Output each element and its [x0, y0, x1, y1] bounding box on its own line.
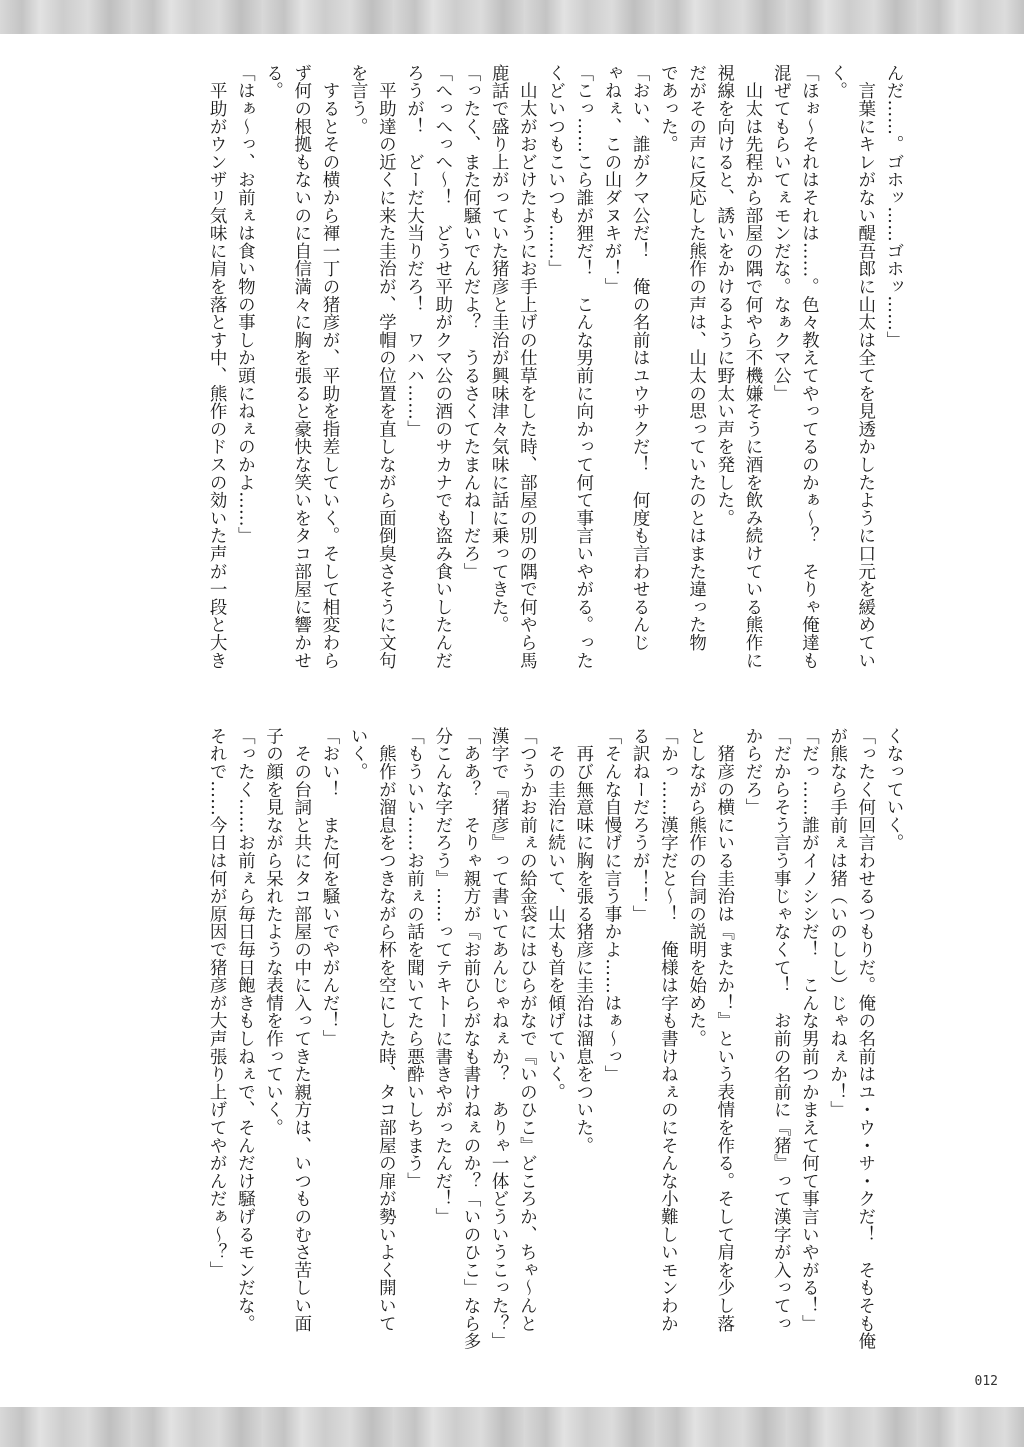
text-line: る訳ねーだろうが！！」 [630, 727, 651, 923]
text-line: 言葉にキレがない醍吾郎に山太は全てを見透かしたように口元を緩めてい [855, 64, 876, 670]
text-line: するとその横から褌一丁の猪彦が、平助を指差していく。そして相変わら [319, 64, 340, 670]
text-line: が熊なら手前ぇは猪（いのしし）じゃねぇか！」 [827, 727, 848, 1119]
text-line: 「そんな自慢げに言う事かよ……はぁ～っ」 [601, 727, 622, 1083]
bottom-decorative-band [0, 1407, 1024, 1447]
text-line: 「だっ……誰がイノシシだ！ こんな男前つかまえて何て事言いやがる！」 [799, 727, 820, 1333]
text-line: 「ったく……お前ぇら毎日毎日飽きもしねぇで、そんだけ騒げるモンだな。 [235, 727, 256, 1333]
text-line: 「おい、誰がクマ公だ！ 俺の名前はユウサクだ！ 何度も言わせるんじ [630, 64, 651, 652]
text-line: 「ったく何回言わせるつもりだ。俺の名前はユ・ウ・サ・クだ！ そもそも俺 [855, 727, 876, 1350]
page-number: 012 [974, 1374, 998, 1389]
text-line: ず何の根拠もないのに自信満々に胸を張ると豪快な笑いをタコ部屋に響かせ [291, 64, 312, 670]
text-line: 「もういい……お前ぇの話を聞いてたら悪酔いしちまう」 [404, 727, 425, 1190]
text-line: 「ああ？ そりゃ親方が『お前ひらがなも書けねぇのか？「いのひこ」なら多 [460, 727, 481, 1350]
text-line: んだ……。ゴホッ……ゴホッ……」 [884, 64, 904, 349]
text-line: いく。 [348, 727, 369, 781]
text-line: 分こんな字だろう』……ってテキトーに書きやがったんだ！」 [432, 727, 453, 1226]
text-line: 「ほぉ～それはそれは……。色々教えてやってるのかぁ～？ そりゃ俺達も [799, 64, 820, 670]
text-line: 「つうかお前ぇの給金袋にはひらがなで『いのひこ』どころか、ちゃ～んと [517, 727, 538, 1333]
text-line: 「おい！ また何を騒いでやがんだ！」 [319, 727, 340, 1048]
text-line: からだろ」 [742, 727, 763, 816]
text-line: 「はぁ～っ、お前ぇは食い物の事しか頭にねぇのかよ……」 [235, 64, 256, 545]
text-line: 平助がウンザリ気味に肩を落とす中、熊作のドスの効いた声が一段と大き [207, 64, 228, 670]
text-line: 「こっ……こら誰が狸だ！ こんな男前に向かって何て事言いやがる。った [573, 64, 594, 670]
text-line: 子の顔を見ながら呆れたような表情を作っていく。 [263, 727, 284, 1137]
text-line: その台詞と共にタコ部屋の中に入ってきた親方は、いつものむさ苦しい面 [291, 727, 312, 1333]
text-line: だがその声に反応した熊作の声は、山太の思っていたのとはまた違った物 [686, 64, 707, 652]
text-line: としながら熊作の台詞の説明を始めた。 [686, 727, 707, 1048]
text-line: 再び無意味に胸を張る猪彦に圭治は溜息をついた。 [573, 727, 594, 1155]
text-line: 漢字で『猪彦』って書いてあんじゃねぇか？ ありゃ一体どういうこった？」 [489, 727, 510, 1350]
text-line: くなっていく。 [884, 727, 904, 852]
text-line: 猪彦の横にいる圭治は『またか！』という表情を作る。そして肩を少し落 [714, 727, 735, 1333]
text-line: それで……今日は何が原因で猪彦が大声張り上げてやがんだぁ～？」 [207, 727, 228, 1279]
top-decorative-band [0, 0, 1024, 34]
text-line: を言う。 [348, 64, 369, 136]
text-line: 「かっ……漢字だと～！ 俺様は字も書けねぇのにそんな小難しいモンわか [658, 727, 679, 1333]
text-line: 混ぜてもらいてぇモンだな。なぁクマ公」 [771, 64, 792, 403]
text-line: 山太がおどけたようにお手上げの仕草をした時、部屋の別の隅で何やら馬 [517, 64, 538, 670]
text-line: 「ったく、また何騒いでんだよ？ うるさくてたまんねーだろ」 [460, 64, 481, 581]
upper-text-block [118, 64, 908, 692]
text-line: であった。 [658, 64, 679, 153]
text-line: ゃねぇ、この山ダヌキが！」 [601, 64, 622, 296]
text-line: その圭治に続いて、山太も首を傾げていく。 [545, 727, 566, 1101]
text-line: 熊作が溜息をつきながら杯を空にした時、タコ部屋の扉が勢いよく開いて [376, 727, 397, 1333]
text-line: くどいつもこいつも……」 [545, 64, 566, 278]
text-line: 「へっへっへ～！ どうせ平助がクマ公の酒のサカナでも盗み食いしたんだ [432, 64, 453, 670]
text-line: く。 [827, 64, 848, 100]
text-line: 山太は先程から部屋の隅で何やら不機嫌そうに酒を飲み続けている熊作に [742, 64, 763, 670]
text-line: 平助達の近くに来た圭治が、学帽の位置を直しながら面倒臭さそうに文句 [376, 64, 397, 670]
text-line: 視線を向けると、誘いをかけるように野太い声を発した。 [714, 64, 735, 527]
text-line: 「だからそう言う事じゃなくて！ お前の名前に『猪』って漢字が入ってっ [771, 727, 792, 1333]
lower-text-block [118, 727, 908, 1367]
text-line: ろうが！ どーだ大当りだろ！ ワハハ……」 [404, 64, 425, 438]
text-line: 鹿話で盛り上がっていた猪彦と圭治が興味津々気味に話に乗ってきた。 [489, 64, 510, 634]
text-line: る。 [263, 64, 284, 100]
